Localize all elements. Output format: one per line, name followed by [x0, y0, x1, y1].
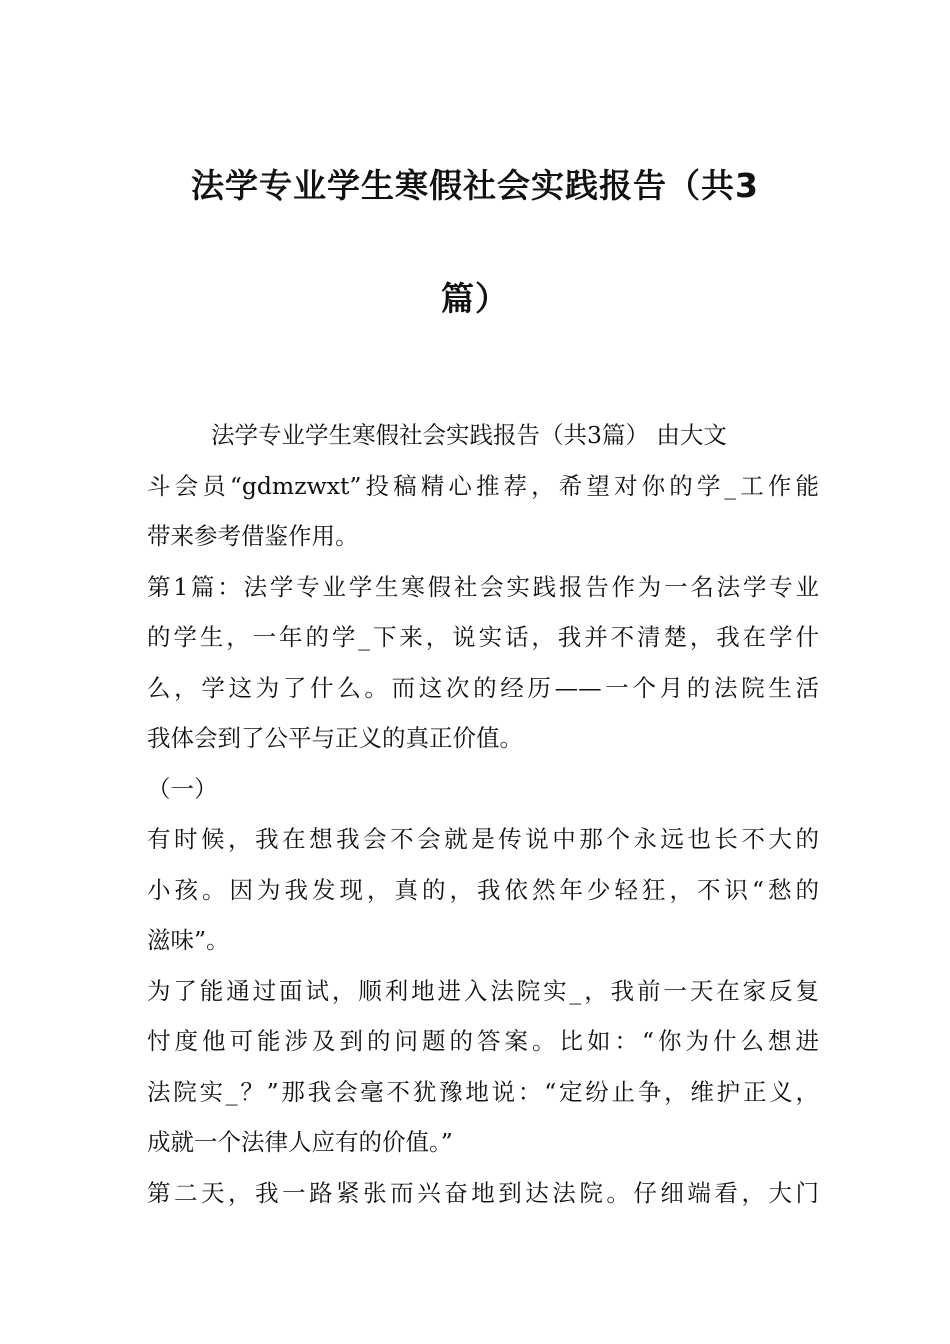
document-title-line-1: 法学专业学生寒假社会实践报告（共3 — [191, 166, 759, 205]
body-line: 我体会到了公平与正义的真正价值。 — [147, 724, 523, 752]
body-line: 法院实_？”那我会毫不犹豫地说：“定纷止争，维护正义， — [147, 1077, 819, 1106]
document-body — [147, 410, 819, 1218]
body-line: 第二天，我一路紧张而兴奋地到达法院。仔细端看，大门 — [147, 1178, 819, 1207]
body-line: 斗会员“gdmzwxt”投稿精心推荐，希望对你的学_工作能 — [147, 471, 819, 500]
body-line: 的学生，一年的学_下来，说实话，我并不清楚，我在学什 — [147, 623, 819, 651]
body-line: 忖度他可能涉及到的问题的答案。比如：“你为什么想进 — [147, 1027, 819, 1055]
body-line: 成就一个法律人应有的价值。” — [147, 1128, 453, 1156]
body-line: 带来参考借鉴作用。 — [147, 522, 359, 550]
body-line: 滋味”。 — [147, 926, 230, 954]
body-line: 第1篇：法学专业学生寒假社会实践报告作为一名法学专业 — [147, 572, 819, 601]
body-line: 法学专业学生寒假社会实践报告（共3篇） 由大文 — [211, 421, 727, 449]
body-line: （一） — [147, 774, 218, 803]
body-line: 为了能通过面试，顺利地进入法院实_，我前一天在家反复 — [147, 976, 819, 1005]
body-line: 小孩。因为我发现，真的，我依然年少轻狂，不识“愁的 — [147, 875, 819, 904]
body-line: 有时候，我在想我会不会就是传说中那个永远也长不大的 — [147, 825, 819, 853]
document-title-line-2: 篇） — [441, 279, 509, 318]
body-line: 么，学这为了什么。而这次的经历——一个月的法院生活 — [147, 673, 819, 702]
